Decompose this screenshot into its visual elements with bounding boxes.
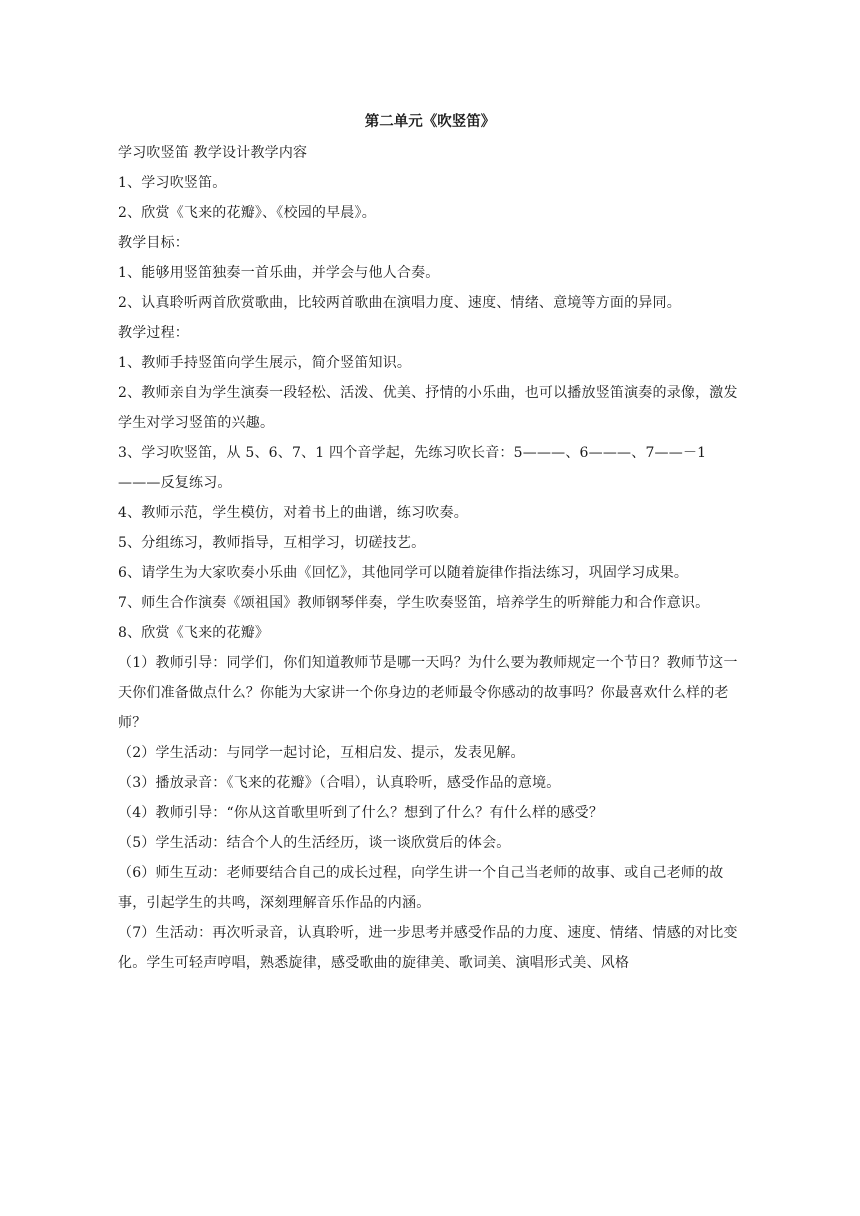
paragraph: 1、能够用竖笛独奏一首乐曲，并学会与他人合奏。 [118, 265, 440, 281]
document-title: 第二单元《吹竖笛》 [364, 114, 496, 130]
paragraph: 2、欣赏《飞来的花瓣》、《校园的早晨》。 [118, 205, 376, 221]
paragraph: 2、认真聆听两首欣赏歌曲，比较两首歌曲在演唱力度、速度、情绪、意境等方面的异同。 [118, 295, 681, 311]
paragraph: （3）播放录音：《飞来的花瓣》（合唱），认真聆听，感受作品的意境。 [118, 775, 561, 791]
paragraph: 1、教师手持竖笛向学生展示，简介竖笛知识。 [118, 355, 412, 371]
paragraph: 教学目标： [118, 235, 189, 251]
paragraph: 7、师生合作演奏《颂祖国》教师钢琴伴奏，学生吹奏竖笛，培养学生的听辩能力和合作意识。 [118, 595, 710, 611]
paragraph: （7）生活动：再次听录音，认真聆听，进一步思考并感受作品的力度、速度、情绪、情感的对比变化。学生可轻声哼唱，熟悉旋律，感受歌曲的旋律美、歌词美、演唱形式美、风格 [118, 925, 738, 971]
paragraph: 教学过程： [118, 325, 189, 341]
paragraph: 6、请学生为大家吹奏小乐曲《回忆》，其他同学可以随着旋律作指法练习，巩固学习成果。 [118, 565, 689, 581]
paragraph: （5）学生活动：结合个人的生活经历，谈一谈欣赏后的体会。 [118, 835, 511, 851]
paragraph: 2、教师亲自为学生演奏一段轻松、活泼、优美、抒情的小乐曲，也可以播放竖笛演奏的录像，激发学生对学习竖笛的兴趣。 [118, 385, 738, 431]
paragraph: 3、学习吹竖笛，从 5、6、7、1 四个音学起，先练习吹长音：5———、6———、7——－1———反复练习。 [118, 445, 707, 491]
paragraph: （4）教师引导：“你从这首歌里听到了什么？想到了什么？有什么样的感受？ [118, 805, 604, 821]
paragraph: 8、欣赏《飞来的花瓣》 [118, 625, 270, 641]
paragraph: 5、分组练习，教师指导，互相学习，切磋技艺。 [118, 535, 426, 551]
paragraph: 1、学习吹竖笛。 [118, 175, 227, 191]
paragraph: 学习吹竖笛 教学设计教学内容 [118, 145, 308, 161]
document-body [118, 138, 740, 978]
paragraph: （2）学生活动：与同学一起讨论，互相启发、提示，发表见解。 [118, 745, 525, 761]
paragraph: 4、教师示范，学生模仿，对着书上的曲谱，练习吹奏。 [118, 505, 468, 521]
paragraph: （6）师生互动：老师要结合自己的成长过程，向学生讲一个自己当老师的故事、或自己老师的故事，引起学生的共鸣，深刻理解音乐作品的内涵。 [118, 865, 724, 911]
paragraph: （1）教师引导：同学们，你们知道教师节是哪一天吗？为什么要为教师规定一个节日？教师节这一天你们准备做点什么？你能为大家讲一个你身边的老师最令你感动的故事吗？你最喜欢什么样的老师？ [118, 655, 738, 731]
